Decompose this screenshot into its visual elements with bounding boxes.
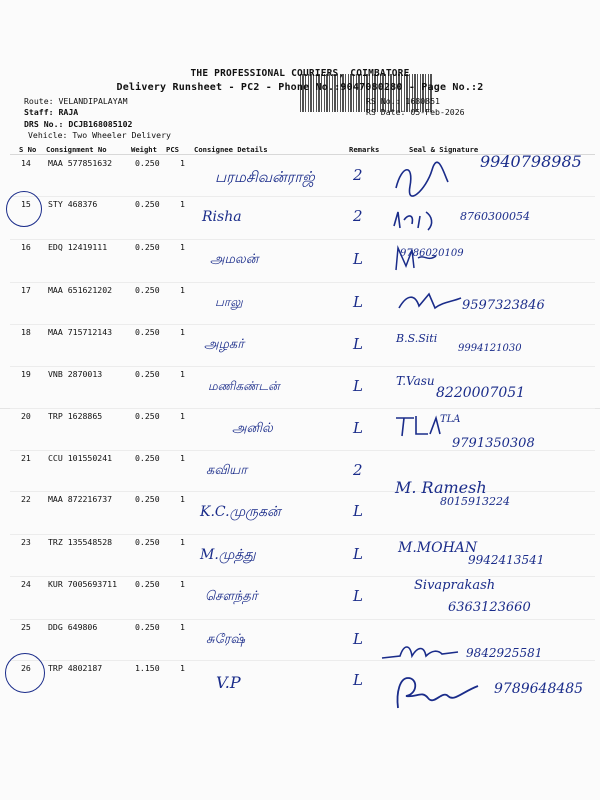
row-remark: L bbox=[353, 671, 363, 689]
row-consignee-name: மணிகண்டன் bbox=[208, 379, 280, 393]
row-divider bbox=[10, 491, 595, 492]
row-consignment-no: TRP 1628865 bbox=[48, 411, 103, 421]
row-remark: L bbox=[353, 377, 363, 395]
col-pcs: PCS bbox=[166, 145, 179, 154]
row-pcs: 1 bbox=[180, 158, 185, 168]
row-sno: 23 bbox=[21, 537, 31, 547]
signature-25 bbox=[380, 636, 460, 666]
drs-label: DRS No.: DCJB168085102 bbox=[24, 119, 133, 129]
row-consignment-no: DDG 649806 bbox=[48, 622, 98, 632]
signature-20 bbox=[392, 410, 442, 440]
company-title: THE PROFESSIONAL COURIERS, COIMBATORE bbox=[190, 68, 410, 79]
row-consignment-no: TRZ 135548528 bbox=[48, 537, 113, 547]
row-remark: L bbox=[353, 630, 363, 648]
row-consignment-no: EDQ 12419111 bbox=[48, 242, 108, 252]
row-remark: L bbox=[353, 335, 363, 353]
row-pcs: 1 bbox=[180, 285, 185, 295]
row-consignment-no: MAA 651621202 bbox=[48, 285, 113, 295]
row-divider bbox=[10, 619, 595, 620]
row-phone: 9994121030 bbox=[458, 343, 522, 354]
row-pcs: 1 bbox=[180, 622, 185, 632]
row-sno: 16 bbox=[21, 242, 31, 252]
row-sno: 20 bbox=[21, 411, 31, 421]
row-weight: 0.250 bbox=[135, 411, 160, 421]
row-phone: 8760300054 bbox=[460, 210, 530, 223]
signature-17 bbox=[395, 288, 465, 314]
row-pcs: 1 bbox=[180, 663, 185, 673]
row-remark: L bbox=[353, 293, 363, 311]
row-weight: 0.250 bbox=[135, 285, 160, 295]
row-pcs: 1 bbox=[180, 242, 185, 252]
row-pcs: 1 bbox=[180, 494, 185, 504]
row-consignee-name: Risha bbox=[202, 209, 242, 225]
row-divider bbox=[10, 408, 595, 409]
row-remark: L bbox=[353, 587, 363, 605]
signature-15 bbox=[390, 206, 460, 236]
row-divider bbox=[10, 450, 595, 451]
row-consignee-name: M.முத்து bbox=[200, 547, 256, 563]
row-consignee-name: அழகர் bbox=[204, 337, 245, 352]
seal-name-23: M.MOHAN bbox=[398, 540, 478, 556]
row-sno: 25 bbox=[21, 622, 31, 632]
row-phone: 9597323846 bbox=[462, 298, 545, 313]
row-weight: 0.250 bbox=[135, 622, 160, 632]
row-weight: 1.150 bbox=[135, 663, 160, 673]
seal-name-22: M. Ramesh bbox=[395, 478, 487, 497]
row-weight: 0.250 bbox=[135, 494, 160, 504]
row-sno: 21 bbox=[21, 453, 31, 463]
row-remark: L bbox=[353, 502, 363, 520]
row-divider bbox=[10, 324, 595, 325]
row-phone: 9842925581 bbox=[466, 646, 543, 660]
row-consignee-name: V.P bbox=[216, 673, 241, 692]
seal-name-18: B.S.Siti bbox=[396, 332, 438, 345]
row-divider bbox=[10, 282, 595, 283]
row-phone: 9791350308 bbox=[452, 436, 535, 451]
vehicle-label: Vehicle: Two Wheeler Delivery bbox=[28, 130, 171, 140]
row-consignment-no: CCU 101550241 bbox=[48, 453, 113, 463]
circle-mark-15 bbox=[6, 191, 42, 227]
row-consignment-no: TRP 4802187 bbox=[48, 663, 103, 673]
signature-14 bbox=[392, 160, 452, 200]
row-consignee-name: சௌந்தர் bbox=[205, 589, 258, 604]
seal-name-19: T.Vasu bbox=[396, 374, 435, 388]
row-divider bbox=[10, 660, 595, 661]
row-consignee-name: K.C.முருகன் bbox=[200, 504, 281, 520]
row-consignment-no: MAA 872216737 bbox=[48, 494, 113, 504]
row-weight: 0.250 bbox=[135, 158, 160, 168]
row-consignee-name: கவியா bbox=[206, 463, 248, 478]
row-remark: 2 bbox=[353, 207, 363, 225]
row-pcs: 1 bbox=[180, 537, 185, 547]
row-remark: 2 bbox=[353, 461, 363, 479]
row-pcs: 1 bbox=[180, 579, 185, 589]
row-consignee-name: சுரேஷ் bbox=[206, 632, 245, 647]
row-phone: 9940798985 bbox=[480, 152, 582, 171]
row-sno: 22 bbox=[21, 494, 31, 504]
row-sno: 18 bbox=[21, 327, 31, 337]
col-weight: Weight bbox=[131, 145, 157, 154]
row-consignee-name: பரமசிவன்ராஜ் bbox=[215, 168, 315, 186]
row-remark: L bbox=[353, 545, 363, 563]
row-divider bbox=[10, 196, 595, 197]
row-consignment-no: VNB 2870013 bbox=[48, 369, 103, 379]
col-consignment: Consignment No bbox=[46, 145, 107, 154]
row-remark: 2 bbox=[353, 166, 363, 184]
row-remark: L bbox=[353, 250, 363, 268]
route-label: Route: VELANDIPALAYAM bbox=[24, 96, 128, 106]
row-consignment-no: MAA 715712143 bbox=[48, 327, 113, 337]
seal-name-20: TLA bbox=[440, 414, 461, 425]
row-remark: L bbox=[353, 419, 363, 437]
row-consignment-no: STY 468376 bbox=[48, 199, 98, 209]
row-phone: 9786020109 bbox=[400, 248, 464, 259]
rs-date: RS Date: 05-Feb-2026 bbox=[366, 107, 465, 117]
row-phone: 8015913224 bbox=[440, 495, 510, 508]
rs-number: RS No.: 1680851 bbox=[366, 96, 440, 106]
staff-label: Staff: RAJA bbox=[24, 107, 79, 117]
row-pcs: 1 bbox=[180, 327, 185, 337]
row-consignee-name: அமலன் bbox=[210, 252, 259, 267]
row-consignment-no: KUR 7005693711 bbox=[48, 579, 118, 589]
signature-26 bbox=[392, 672, 482, 712]
row-pcs: 1 bbox=[180, 411, 185, 421]
col-consignee: Consignee Details bbox=[194, 145, 268, 154]
row-phone: 6363123660 bbox=[448, 600, 531, 615]
row-weight: 0.250 bbox=[135, 537, 160, 547]
col-seal-signature: Seal & Signature bbox=[409, 145, 479, 154]
row-sno: 24 bbox=[21, 579, 31, 589]
row-sno: 19 bbox=[21, 369, 31, 379]
signature-16 bbox=[392, 244, 442, 274]
row-consignment-no: MAA 577851632 bbox=[48, 158, 113, 168]
row-divider bbox=[10, 534, 595, 535]
row-weight: 0.250 bbox=[135, 327, 160, 337]
row-phone: 9942413541 bbox=[468, 553, 545, 567]
row-divider bbox=[10, 239, 595, 240]
col-remarks: Remarks bbox=[349, 145, 380, 154]
row-weight: 0.250 bbox=[135, 453, 160, 463]
row-phone: 8220007051 bbox=[436, 385, 526, 401]
col-sno: S No bbox=[19, 145, 37, 154]
runsheet-subtitle: Delivery Runsheet - PC2 - Phone No.:9047080280 - Page No.:2 bbox=[116, 82, 484, 93]
row-weight: 0.250 bbox=[135, 199, 160, 209]
row-sno: 15 bbox=[21, 199, 31, 209]
row-phone: 9789648485 bbox=[494, 681, 584, 697]
row-sno: 26 bbox=[21, 663, 31, 673]
row-consignee-name: அனில் bbox=[232, 421, 273, 436]
row-pcs: 1 bbox=[180, 369, 185, 379]
row-sno: 17 bbox=[21, 285, 31, 295]
row-pcs: 1 bbox=[180, 453, 185, 463]
row-weight: 0.250 bbox=[135, 579, 160, 589]
row-sno: 14 bbox=[21, 158, 31, 168]
seal-name-24: Sivaprakash bbox=[414, 578, 496, 593]
row-weight: 0.250 bbox=[135, 242, 160, 252]
row-weight: 0.250 bbox=[135, 369, 160, 379]
row-pcs: 1 bbox=[180, 199, 185, 209]
row-divider bbox=[10, 576, 595, 577]
row-divider bbox=[10, 366, 595, 367]
row-consignee-name: பாலு bbox=[215, 295, 243, 309]
circle-mark-26 bbox=[5, 653, 45, 693]
